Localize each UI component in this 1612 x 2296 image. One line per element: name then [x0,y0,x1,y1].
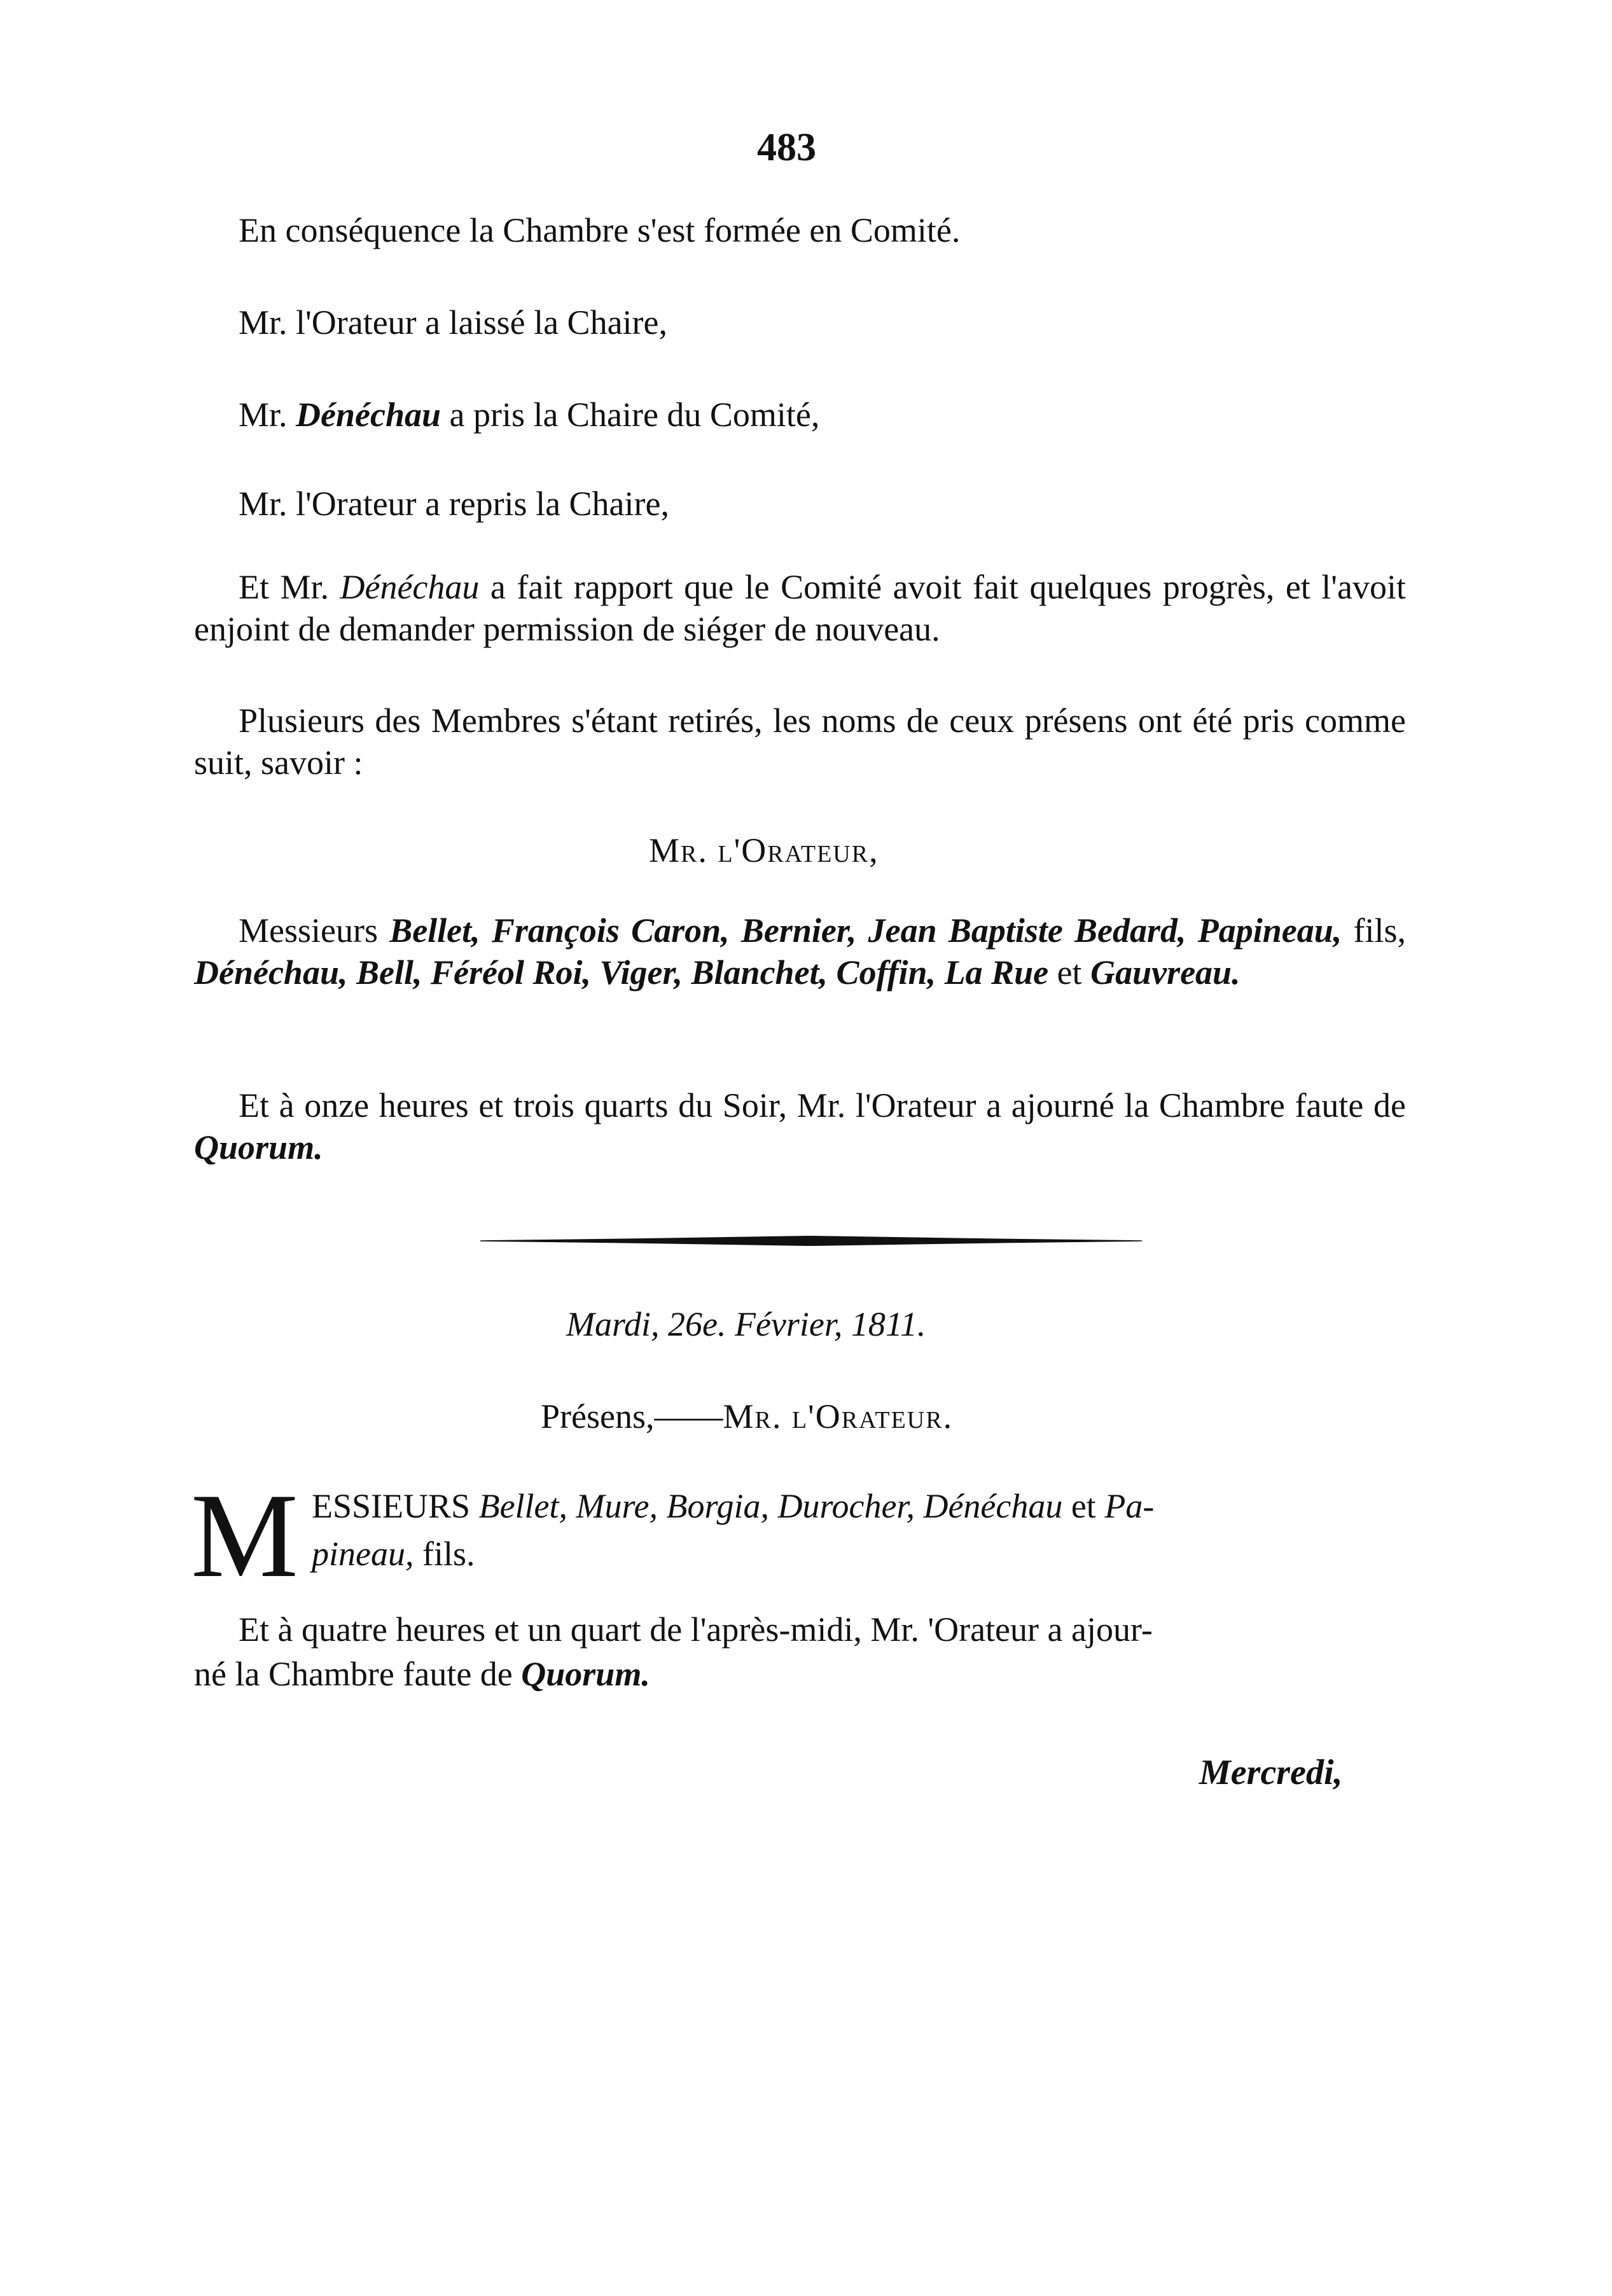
speaker-title: Mr. l'Orateur. [723,1397,954,1435]
page-number: 483 [757,126,816,169]
text-segment: Et à onze heures et trois quarts du Soir, Mr. l'Orateur a ajourné la Chambre faute de [239,1086,1406,1124]
text-segment: et [1048,953,1091,992]
paragraph-committee-formed: En conséquence la Chambre s'est formée en Comité. [239,211,961,249]
members-present-line-2 [312,1533,475,1575]
text-segment: et [1062,1487,1105,1525]
text-segment: né la Chambre faute de [194,1655,522,1693]
text-segment: a fait rapport que le Comité avoit fait quelques progrès, et l'avoit enjoint de demander permission de siéger de nouveau. [194,568,1406,648]
member-names: Dénéchau, Bell, Féréol Roi, Viger, Blanchet, Coffin, La Rue [194,953,1049,992]
speaker-heading: Mr. l'Orateur, [649,831,879,869]
catchword: Mercredi, [1199,1753,1343,1792]
paragraph-speaker-left-chair: Mr. l'Orateur a laissé la Chaire, [239,303,667,342]
text-segment: ESSIEURS [312,1487,479,1525]
adjourned-afternoon-line-2 [194,1654,650,1694]
member-name: pineau, [312,1535,414,1573]
paragraph-speaker-resumed-chair: Mr. l'Orateur a repris la Chaire, [239,485,669,523]
paragraph-members-retired: Plusieurs des Membres s'étant retirés, les noms de ceux présens ont été pris comme suit, savoir : [194,702,1406,782]
text-segment: Et Mr. [239,568,340,606]
text-segment: Présens,—— [541,1397,723,1435]
drop-cap-letter: M [191,1469,298,1603]
member-name: Dénéchau [296,396,441,434]
text-segment: a pris la Chaire du Comité, [441,396,820,434]
members-present-line-1 [312,1485,1154,1527]
quorum-word: Quorum. [521,1655,650,1693]
member-names: Bellet, François Caron, Bernier, Jean Baptiste Bedard, Papineau, [389,911,1342,950]
text-segment: fils. [413,1535,475,1573]
member-name: Dénéchau [340,568,480,606]
paragraph-adjourned-evening [194,1084,1406,1168]
present-heading [541,1396,953,1437]
text-segment: Mr. [239,396,296,434]
member-names: Bellet, Mure, Borgia, Durocher, Dénéchau [478,1487,1063,1525]
text-segment: fils, [1342,911,1406,950]
adjourned-afternoon-line-1: Et à quatre heures et un quart de l'après-midi, Mr. 'Orateur a ajour- [239,1610,1153,1649]
paragraph-committee-report [194,566,1406,650]
section-divider-rule [480,1236,1142,1246]
member-name: Pa- [1104,1487,1155,1525]
paragraph-chair-of-committee [239,394,819,435]
paragraph-members-present [194,909,1406,993]
member-names: Gauvreau. [1090,953,1240,992]
quorum-word: Quorum. [194,1128,323,1166]
session-date: Mardi, 26e. Février, 1811. [566,1305,926,1343]
text-segment: Messieurs [239,911,390,950]
